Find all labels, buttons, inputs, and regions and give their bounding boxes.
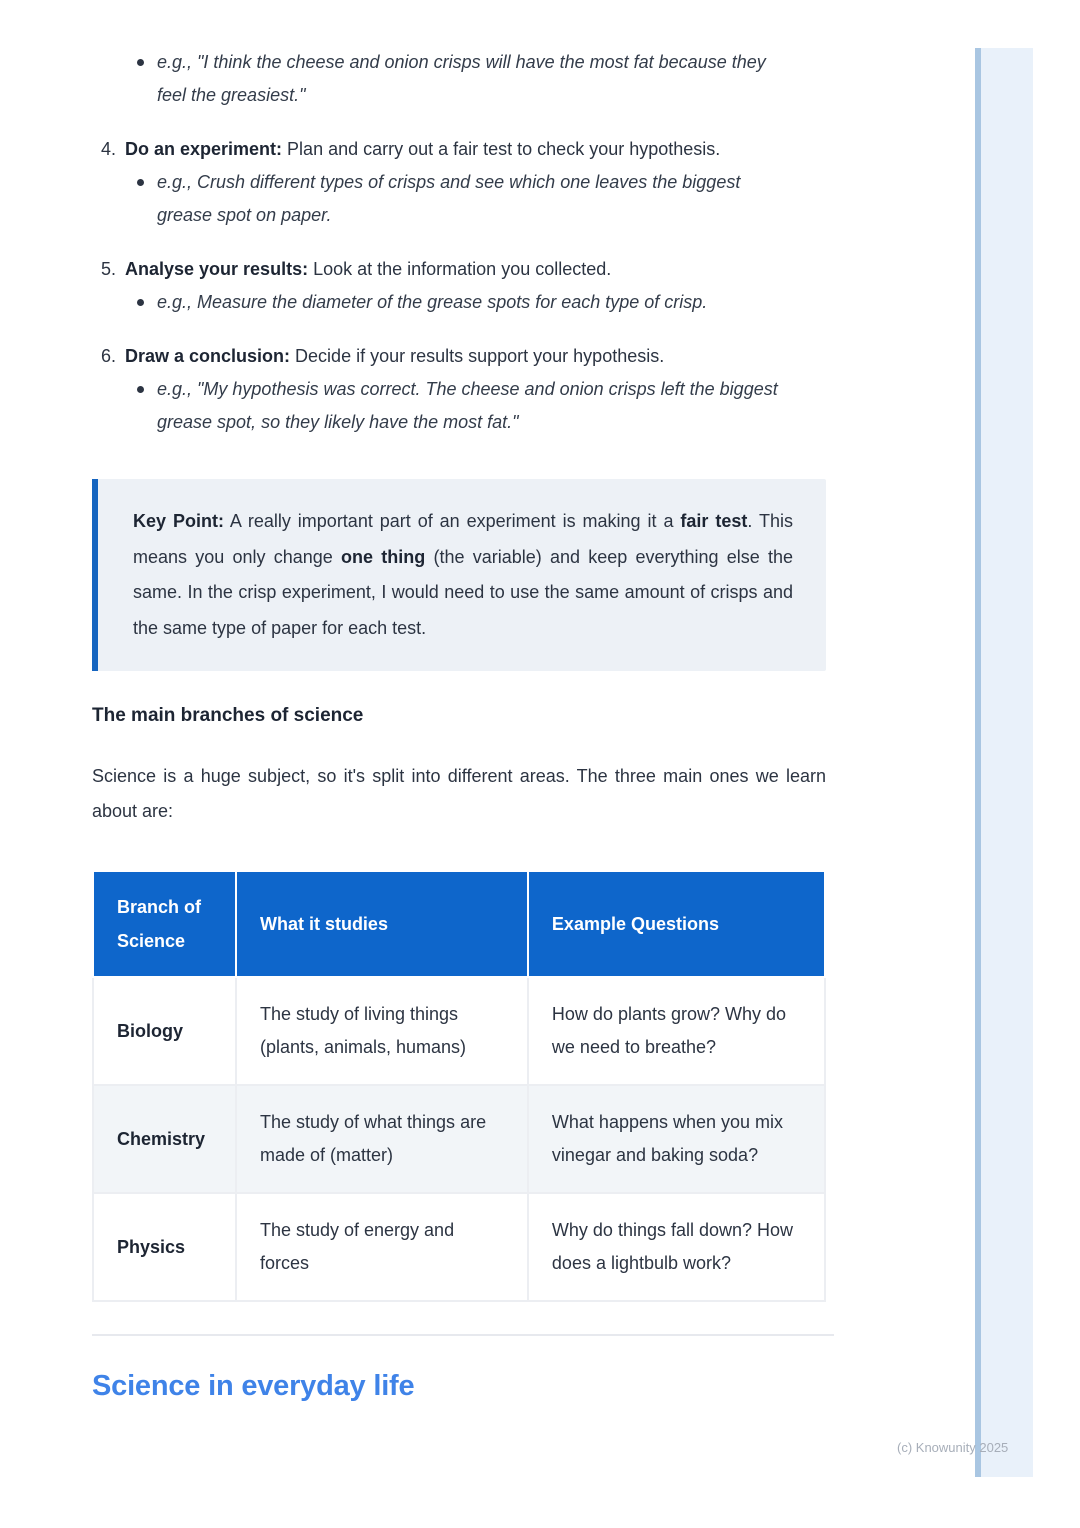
- step-title: Do an experiment:: [125, 139, 283, 159]
- step-text: [125, 253, 611, 286]
- branches-heading: The main branches of science: [92, 705, 364, 726]
- intro-paragraph: Science is a huge subject, so it's split into different areas. The three main ones we learn about are:: [92, 766, 826, 821]
- table-cell-questions: Why do things fall down? How does a lightbulb work?: [528, 1193, 825, 1301]
- step-number: 4.: [101, 139, 117, 159]
- bullet-dot-icon: [137, 59, 144, 66]
- science-branches-table: [92, 870, 826, 1302]
- example-bullet-experiment: [125, 166, 825, 232]
- table-cell-studies: The study of what things are made of (matter): [236, 1085, 528, 1193]
- next-section-heading: Science in everyday life: [92, 1370, 415, 1402]
- step-number: 5.: [101, 259, 117, 279]
- table-header-questions: Example Questions: [528, 871, 825, 977]
- bullet-dot-icon: [137, 386, 144, 393]
- table-row-biology: [93, 977, 825, 1085]
- step-title: Draw a conclusion:: [125, 346, 291, 366]
- table-cell-branch: Physics: [93, 1193, 236, 1301]
- example-bullet-analyse: [125, 286, 825, 319]
- table-header-branch: Branch of Science: [93, 871, 236, 977]
- bullet-dot-icon: [137, 299, 144, 306]
- step-number: 6.: [101, 346, 117, 366]
- step-text: [125, 133, 720, 166]
- bullet-dot-icon: [137, 179, 144, 186]
- step-item-4: [92, 133, 826, 232]
- example-bullet-hypothesis: [92, 46, 792, 112]
- table-row-chemistry: [93, 1085, 825, 1193]
- table-row-physics: [93, 1193, 825, 1301]
- copyright-text: (c) Knowunity 2025: [897, 1440, 1009, 1455]
- table-header-studies: What it studies: [236, 871, 528, 977]
- example-text: e.g., "I think the cheese and onion crisps will have the most fat because they feel the greasiest.": [157, 52, 766, 105]
- document-page: [92, 0, 826, 1403]
- step-description: Look at the information you collected.: [308, 259, 612, 279]
- table-cell-questions: How do plants grow? Why do we need to breathe?: [528, 977, 825, 1085]
- step-item-6: [92, 340, 826, 439]
- example-text: e.g., Measure the diameter of the grease spots for each type of crisp.: [157, 292, 708, 312]
- step-title: Analyse your results:: [125, 259, 309, 279]
- table-header-row: [93, 871, 825, 977]
- example-bullet-conclusion: [125, 373, 825, 439]
- table-cell-studies: The study of living things (plants, animals, humans): [236, 977, 528, 1085]
- example-text: e.g., "My hypothesis was correct. The cheese and onion crisps left the biggest grease spot, so they likely have the most fat.": [157, 379, 778, 432]
- table-cell-branch: Biology: [93, 977, 236, 1085]
- table-cell-questions: What happens when you mix vinegar and baking soda?: [528, 1085, 825, 1193]
- step-text: [125, 340, 664, 373]
- table-cell-studies: The study of energy and forces: [236, 1193, 528, 1301]
- example-text: e.g., Crush different types of crisps and see which one leaves the biggest grease spot on paper.: [157, 172, 741, 225]
- step-description: Plan and carry out a fair test to check your hypothesis.: [282, 139, 721, 159]
- step-description: Decide if your results support your hypothesis.: [290, 346, 665, 366]
- table-cell-branch: Chemistry: [93, 1085, 236, 1193]
- page-edge-strip: [975, 48, 1033, 1477]
- step-item-5: [92, 253, 826, 319]
- key-point-box: Key Point: A really important part of an experiment is making it a fair test. This means you only change one thing (the variable) and keep everything else the same. In the crisp experiment, I would need to use the same amount of crisps and the same type of paper for each test.: [92, 479, 826, 671]
- section-divider: [92, 1334, 834, 1336]
